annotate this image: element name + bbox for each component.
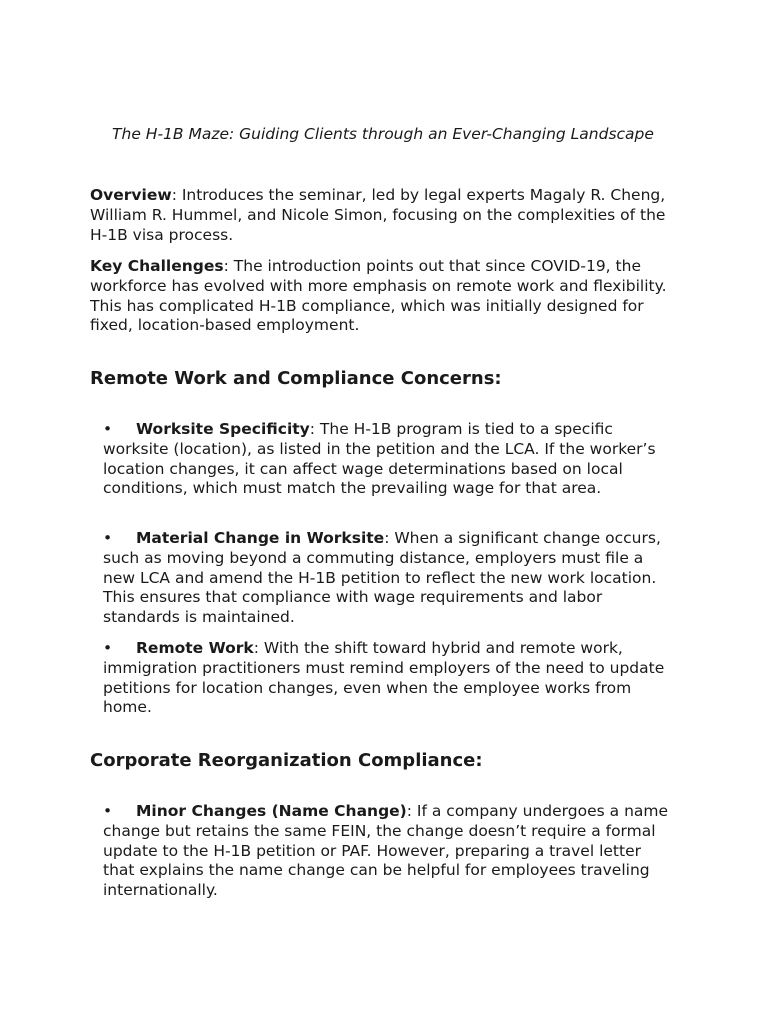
bullet-marker: • <box>103 802 113 820</box>
corporate-reorganization-heading: Corporate Reorganization Compliance: <box>90 750 483 771</box>
key-challenges-paragraph <box>90 257 680 336</box>
remote-work-heading: Remote Work and Compliance Concerns: <box>90 368 502 389</box>
key-challenges-label: Key Challenges <box>90 257 224 275</box>
bullet-label: Remote Work <box>136 639 254 657</box>
overview-text: : Introduces the seminar, led by legal experts Magaly R. Cheng, William R. Hummel, and Nicole Simon, focusing on the complexities of the H-1B visa process. <box>90 186 666 244</box>
bullet-worksite-specificity <box>103 420 675 499</box>
bullet-label: Material Change in Worksite <box>136 529 385 547</box>
overview-paragraph <box>90 186 680 245</box>
bullet-remote-work <box>103 639 675 718</box>
bullet-material-change <box>103 529 675 628</box>
bullet-minor-changes <box>103 802 675 901</box>
bullet-marker: • <box>103 529 113 547</box>
document-title: The H-1B Maze: Guiding Clients through an Ever-Changing Landscape <box>112 125 654 143</box>
bullet-text: : With the shift toward hybrid and remote work, immigration practitioners must remind employers of the need to update petitions for location changes, even when the employee works from home. <box>103 639 665 717</box>
key-challenges-text: : The introduction points out that since COVID-19, the workforce has evolved with more emphasis on remote work and flexibility. This has complicated H-1B compliance, which was initially designed for fixed, location-based employment. <box>90 257 667 335</box>
bullet-label: Worksite Specificity <box>136 420 310 438</box>
bullet-text: : When a significant change occurs, such as moving beyond a commuting distance, employers must file a new LCA and amend the H-1B petition to reflect the new work location. This ensures that compliance with wage requirements and labor standards is maintained. <box>103 529 661 627</box>
bullet-marker: • <box>103 639 113 657</box>
bullet-text: : If a company undergoes a name change but retains the same FEIN, the change doesn’t require a formal update to the H-1B petition or PAF. However, preparing a travel letter that explains the name change can be helpful for employees traveling internationally. <box>103 802 669 900</box>
bullet-text: : The H-1B program is tied to a specific worksite (location), as listed in the petition and the LCA. If the worker’s location changes, it can affect wage determinations based on local conditions, which must match the prevailing wage for that area. <box>103 420 656 498</box>
bullet-marker: • <box>103 420 113 438</box>
bullet-label: Minor Changes (Name Change) <box>136 802 407 820</box>
overview-label: Overview <box>90 186 172 204</box>
